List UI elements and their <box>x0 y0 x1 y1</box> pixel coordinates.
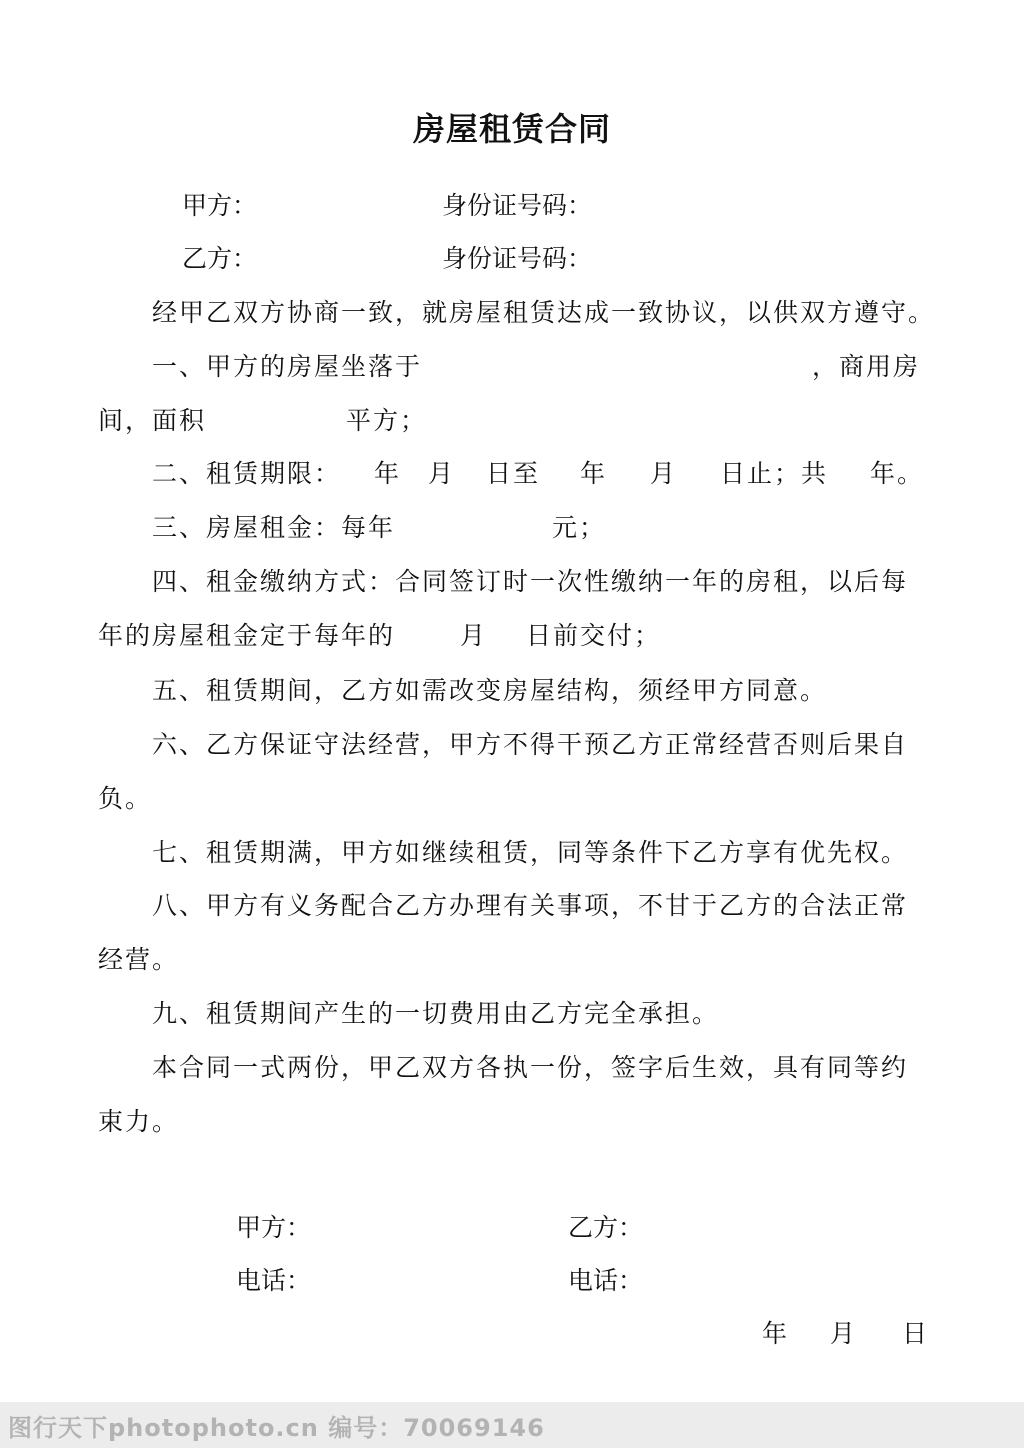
clause-2-day-start: 日至 <box>486 459 541 488</box>
closing-line-2: 束力。 <box>98 1107 180 1136</box>
signature-party-b: 乙方： <box>568 1213 644 1242</box>
clause-1-area-unit: 平方； <box>346 406 428 435</box>
phone-party-b: 电话： <box>568 1266 644 1295</box>
clause-5: 五、租赁期间，乙方如需改变房屋结构，须经甲方同意。 <box>152 676 828 705</box>
party-b-id-label: 身份证号码： <box>442 244 593 273</box>
clause-3-unit: 元； <box>552 513 607 542</box>
clause-6-line-1: 六、乙方保证守法经营，甲方不得干预乙方正常经营否则后果自 <box>152 730 909 759</box>
clause-2-year-start: 年 <box>374 459 402 488</box>
watermark-bar <box>0 1402 1024 1448</box>
intro-paragraph: 经甲乙双方协商一致，就房屋租赁达成一致协议，以供双方遵守。 <box>152 298 936 327</box>
watermark-text: 图行天下photophoto.cn 编号：70069146 <box>8 1414 545 1442</box>
clause-1-line-2: 间，面积 <box>98 406 207 435</box>
date-day: 日 <box>902 1319 928 1348</box>
party-b-label: 乙方： <box>182 244 258 273</box>
clause-6-line-2: 负。 <box>98 784 153 813</box>
clause-2-year-end: 年 <box>580 459 608 488</box>
clause-4-month: 月 <box>460 621 488 650</box>
clause-2-month-start: 月 <box>428 459 456 488</box>
clause-2-month-end: 月 <box>650 459 678 488</box>
clause-7: 七、租赁期满，甲方如继续租赁，同等条件下乙方享有优先权。 <box>152 838 909 867</box>
clause-2-day-end: 日止；共 <box>720 459 829 488</box>
date-year: 年 <box>762 1319 788 1348</box>
document-title: 房屋租赁合同 <box>412 110 611 148</box>
signature-party-a: 甲方： <box>236 1213 312 1242</box>
clause-9: 九、租赁期间产生的一切费用由乙方完全承担。 <box>152 999 720 1028</box>
clause-4-line-2: 年的房屋租金定于每年的 <box>98 621 396 650</box>
clause-3-label: 三、房屋租金：每年 <box>152 513 396 542</box>
party-a-id-label: 身份证号码： <box>442 191 593 220</box>
clause-4-day: 日前交付； <box>526 621 662 650</box>
phone-party-a: 电话： <box>236 1266 312 1295</box>
clause-8-line-2: 经营。 <box>98 945 180 974</box>
clause-4-line-1: 四、租金缴纳方式：合同签订时一次性缴纳一年的房租，以后每 <box>152 567 909 596</box>
clause-2-label: 二、租赁期限： <box>152 459 342 488</box>
date-month: 月 <box>830 1319 856 1348</box>
party-a-label: 甲方： <box>182 191 258 220</box>
clause-2-total-years: 年。 <box>870 459 925 488</box>
closing-line-1: 本合同一式两份，甲乙双方各执一份，签字后生效，具有同等约 <box>152 1053 909 1082</box>
clause-8-line-1: 八、甲方有义务配合乙方办理有关事项，不甘于乙方的合法正常 <box>152 891 909 920</box>
clause-1-suffix: ，商用房 <box>812 352 921 381</box>
clause-1-line-1: 一、甲方的房屋坐落于 <box>152 352 423 381</box>
